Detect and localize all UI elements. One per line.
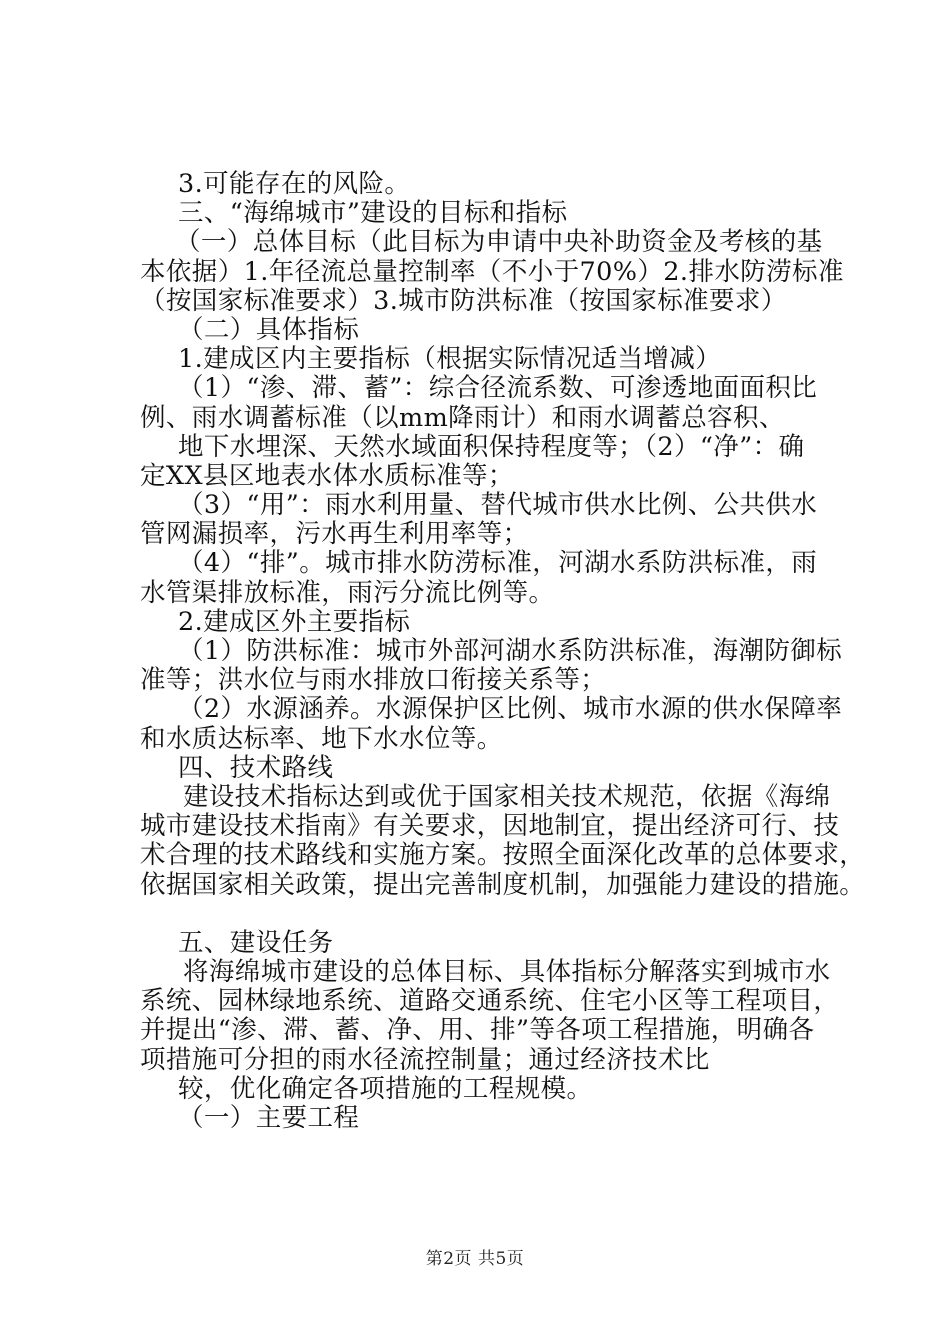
text-line: 地下水埋深、天然水域面积保持程度等；（2）“净”：确 [178, 431, 805, 462]
text-line: 2.建成区外主要指标 [178, 606, 411, 637]
text-line: 水管渠排放标准，雨污分流比例等。 [140, 577, 555, 608]
text-line: 系统、园林绿地系统、道路交通系统、住宅小区等工程项目， [140, 986, 840, 1017]
text-line: 3.可能存在的风险。 [178, 169, 411, 199]
text-line: 三、“海绵城市”建设的目标和指标 [178, 198, 568, 229]
text-line: 四、技术路线 [178, 752, 334, 783]
text-line: 和水质达标率、地下水水位等。 [140, 723, 503, 754]
document-body [140, 169, 866, 1133]
text-line: 准等；洪水位与雨水排放口衔接关系等； [140, 665, 607, 696]
text-line: 例、雨水调蓄标准（以mm降雨计）和雨水调蓄总容积、 [140, 402, 785, 433]
text-line: 定XX县区地表水体水质标准等； [140, 460, 514, 491]
text-line: （2）水源涵养。水源保护区比例、城市水源的供水保障率 [178, 694, 843, 725]
text-line: 城市建设技术指南》有关要求，因地制宜，提出经济可行、技 [140, 811, 840, 842]
text-line: 术合理的技术路线和实施方案。按照全面深化改革的总体要求， [140, 840, 866, 871]
text-line: （二）具体指标 [178, 314, 360, 345]
text-line: 较，优化确定各项措施的工程规模。 [178, 1073, 593, 1104]
text-line: （按国家标准要求）3.城市防洪标准（按国家标准要求） [140, 285, 787, 316]
text-line: （一）总体目标（此目标为申请中央补助资金及考核的基 [175, 227, 823, 258]
text-line: 将海绵城市建设的总体目标、具体指标分解落实到城市水 [183, 957, 831, 988]
text-line: 项措施可分担的雨水径流控制量；通过经济技术比 [140, 1044, 710, 1075]
text-line: （一）主要工程 [178, 1103, 360, 1133]
text-line: 1.建成区内主要指标（根据实际情况适当增减） [178, 344, 722, 375]
text-line: 依据国家相关政策，提出完善制度机制，加强能力建设的措施。 [140, 869, 866, 900]
page-footer: 第2页 共5页 [425, 1249, 525, 1269]
text-line: （1）“渗、滞、蓄”：综合径流系数、可渗透地面面积比 [178, 373, 818, 404]
text-line: （1）防洪标准：城市外部河湖水系防洪标准，海潮防御标 [178, 636, 843, 666]
text-line: 并提出“渗、滞、蓄、净、用、排”等各项工程措施，明确各 [140, 1015, 815, 1046]
text-line: （4）“排”。城市排水防涝标准，河湖水系防洪标准，雨 [178, 548, 818, 579]
text-line: 建设技术指标达到或优于国家相关技术规范，依据《海绵 [183, 781, 831, 812]
text-line: 管网漏损率，污水再生利用率等； [140, 519, 529, 550]
text-line: （3）“用”：雨水利用量、替代城市供水比例、公共供水 [178, 490, 818, 521]
text-line: 本依据）1.年径流总量控制率（不小于70%）2.排水防涝标准 [140, 256, 844, 287]
blank-line [140, 900, 860, 929]
text-line: 五、建设任务 [178, 927, 334, 958]
